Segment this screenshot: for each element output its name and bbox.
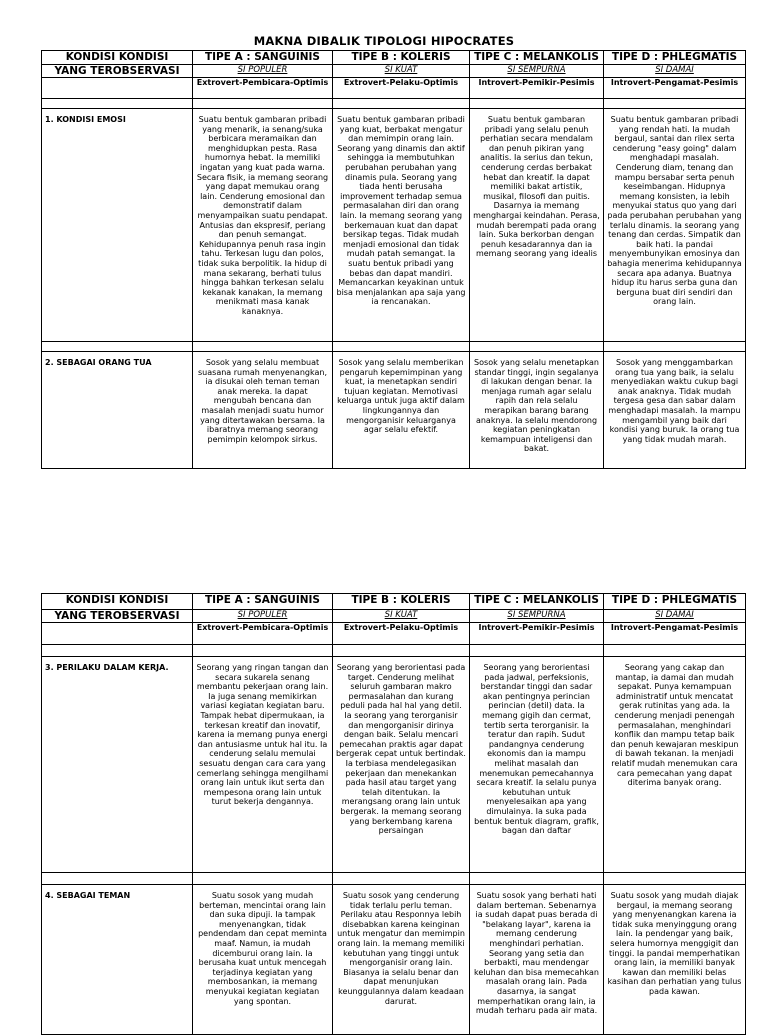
cell-type-c: Sosok yang selalu menetapkan standar tinggi, ingin segalanya di lakukan dengan benar. Ia menjaga rumah agar selalu rapih dan rela selalu merapikan barang barang anaknya. Ia selalu mendorong kegiatan peningkatan kemampuan inteligensi dan bakat. xyxy=(470,352,604,469)
spacer-row xyxy=(42,342,746,352)
row-label: 1. KONDISI EMOSI xyxy=(42,109,193,342)
row-label: 4. SEBAGAI TEMAN xyxy=(42,885,193,1035)
header-row xyxy=(42,594,746,610)
spacer-row xyxy=(42,645,746,657)
header-observed-conditions: KONDISI KONDISI xyxy=(42,51,193,65)
nickname-type-a: SI POPULER xyxy=(193,65,333,78)
cell-type-b: Suatu bentuk gambaran pribadi yang kuat, berbakat mengatur dan memimpin orang lain. Seorang yang dinamis dan aktif sehingga ia membutuhkan perubahan perubahan yang dinamis pula. Seorang yang tiada henti berusaha improvement terhadap semua permasalahan diri dan orang lain. Ia memang seorang yang berkemauan kuat dan dapat bersikap tegas. Tidak mudah menjadi emosional dan tidak mudah patah semangat. Ia suatu bentuk pribadi yang bebas dan dapat mandiri. Memancarkan keyakinan untuk bisa menjalankan apa saja yang ia rencanakan. xyxy=(333,109,470,342)
cell-type-a: Suatu sosok yang mudah berteman, mencintai orang lain dan suka dipuji. Ia tampak menyenangkan, tidak pendendam dan cepat meminta maaf. Namun, ia mudah dicemburui orang lain. Ia berusaha kuat untuk mencegah terjadinya kegiatan yang membosankan, ia memang menyukai kegiatan kegiatan yang spontan. xyxy=(193,885,333,1035)
header-type-d: TIPE D : PHLEGMATIS xyxy=(604,51,746,65)
nickname-type-a: SI POPULER xyxy=(193,610,333,623)
description-row xyxy=(42,78,746,99)
cell-type-c: Seorang yang berorientasi pada jadwal, perfeksionis, berstandar tinggi dan sadar akan pentingnya perincian perincian (detil) data. Ia memang gigih dan cermat, tertib serta terorganisir. Ia teratur dan rapih. Sudut pandangnya cenderung ekonomis dan ia mampu melihat masalah dan menemukan pemecahannya secara kreatif. Ia selalu punya kebutuhan untuk menyelesaikan apa yang dimulainya. Ia suka pada bentuk bentuk diagram, grafik, bagan dan daftar xyxy=(470,657,604,873)
cell-type-b: Sosok yang selalu memberikan pengaruh kepemimpinan yang kuat, ia menetapkan sendiri tujuan kegiatan. Memotivasi keluarga untuk juga aktif dalam lingkungannya dan mengorganisir keluarganya agar selalu efektif. xyxy=(333,352,470,469)
row-label: 2. SEBAGAI ORANG TUA xyxy=(42,352,193,469)
cell-type-c: Suatu bentuk gambaran pribadi yang selalu penuh perhatian secara mendalam dan penuh pikiran yang analitis. Ia serius dan tekun, cenderung cerdas berbakat hebat dan kreatif. Ia dapat memiliki bakat artistik, musikal, filosofi dan puitis. Dasarnya ia memang menghargai keindahan. Perasa, mudah berempati pada orang lain. Suka berkorban dengan penuh kesadarannya dan ia memang seorang yang idealis xyxy=(470,109,604,342)
table-row xyxy=(42,657,746,873)
description-empty xyxy=(42,623,193,645)
header-type-d: TIPE D : PHLEGMATIS xyxy=(604,594,746,610)
nickname-type-c: SI SEMPURNA xyxy=(470,610,604,623)
description-type-d: Introvert-Pengamat-Pesimis xyxy=(604,78,746,99)
cell-type-b: Suatu sosok yang cenderung tidak terlalu perlu teman. Perilaku atau Responnya lebih disebabkan karena keinginan untuk mengatur dan memimpin orang lain. Ia memang memiliki kebutuhan yang tinggi untuk mengorganisir orang lain. Biasanya ia selalu benar dan dapat menunjukan keunggulannya dalam keadaan darurat. xyxy=(333,885,470,1035)
table-row xyxy=(42,352,746,469)
description-type-c: Introvert-Pemikir-Pesimis xyxy=(470,78,604,99)
description-empty xyxy=(42,78,193,99)
nickname-type-b: SI KUAT xyxy=(333,65,470,78)
nickname-row xyxy=(42,610,746,623)
header-type-b: TIPE B : KOLERIS xyxy=(333,51,470,65)
header-type-c: TIPE C : MELANKOLIS xyxy=(470,51,604,65)
header-type-b: TIPE B : KOLERIS xyxy=(333,594,470,610)
description-type-c: Introvert-Pemikir-Pesimis xyxy=(470,623,604,645)
row-label: 3. PERILAKU DALAM KERJA. xyxy=(42,657,193,873)
description-type-b: Extrovert-Pelaku-Optimis xyxy=(333,623,470,645)
cell-type-d: Suatu bentuk gambaran pribadi yang rendah hati. Ia mudah bergaul, santai dan rilex serta cenderung "easy going" dalam menghadapi masalah. Cenderung diam, tenang dan mampu bersabar serta penuh keseimbangan. Hidupnya memang konsisten, ia lebih menyukai status quo yang dari pada perubahan perubahan yang terlalu dinamis. Ia seorang yang tenang dan cerdas. Simpatik dan baik hati. Ia pandai menyembunyikan emosinya dan bahagia menerima kehidupannya secara apa adanya. Buatnya hidup itu harus serba guna dan berguna buat diri sendiri dan orang lain. xyxy=(604,109,746,342)
table-row xyxy=(42,109,746,342)
header-observed-conditions-line2: YANG TEROBSERVASI xyxy=(42,610,193,623)
cell-type-d: Suatu sosok yang mudah diajak bergaul, ia memang seorang yang menyenangkan karena ia tidak suka menyinggung orang lain. Ia pendengar yang baik, selera humornya menggigit dan tinggi. Ia pandai memperhatikan orang lain, ia memiliki banyak kawan dan memiliki belas kasihan dan perhatian yang tulus pada kawan. xyxy=(604,885,746,1035)
description-row xyxy=(42,623,746,645)
cell-type-a: Suatu bentuk gambaran pribadi yang menarik, ia senang/suka berbicara meramaikan dan menghidupkan pesta. Rasa humornya hebat. Ia memiliki ingatan yang kuat pada warna. Secara fisik, ia memang seorang yang dapat memukau orang lain. Cenderung emosional dan demonstratif dalam menyampaikan suatu pendapat. Antusias dan ekspresif, periang dan penuh semangat. Kehidupannya penuh rasa ingin tahu. Terkesan lugu dan polos, tidak suka berpolitik. Ia hidup di mana sekarang, berhati tulus hingga bahkan terkesan selalu kekanak kanakan, Ia memang menikmati masa kanak kanaknya. xyxy=(193,109,333,342)
nickname-type-c: SI SEMPURNA xyxy=(470,65,604,78)
cell-type-c: Suatu sosok yang berhati hati dalam berteman. Sebenarnya ia sudah dapat puas berada di "belakang layar", karena ia memang cenderung menghindari perhatian. Seorang yang setia dan berbakti, mau mendengar keluhan dan bisa memecahkan masalah orang lain. Pada dasarnya, ia sangat memperhatikan orang lain, ia mudah terharu pada air mata. xyxy=(470,885,604,1035)
header-type-c: TIPE C : MELANKOLIS xyxy=(470,594,604,610)
nickname-type-d: SI DAMAI xyxy=(604,65,746,78)
nickname-row xyxy=(42,65,746,78)
table-row xyxy=(42,885,746,1035)
nickname-type-d: SI DAMAI xyxy=(604,610,746,623)
page-title: MAKNA DIBALIK TIPOLOGI HIPOCRATES xyxy=(253,34,515,48)
cell-type-d: Sosok yang menggambarkan orang tua yang baik, ia selalu menyediakan waktu cukup bagi anak anaknya. Tidak mudah tergesa gesa dan sabar dalam menghadapi masalah. Ia mampu mengambil yang baik dari kondisi yang buruk. Ia orang tua yang tidak mudah marah. xyxy=(604,352,746,469)
cell-type-a: Seorang yang ringan tangan dan secara sukarela senang membantu pekerjaan orang lain. Ia juga senang memikirkan variasi kegiatan kegiatan baru. Tampak hebat dipermukaan, ia terkesan kreatif dan inovatif, karena ia memang punya energi dan antusiasme untuk hal itu. Ia cenderung selalu memulai sesuatu dengan cara cara yang cemerlang sehingga mengilhami orang lain untuk ikut serta dan mempesona orang lain untuk turut bekerja dengannya. xyxy=(193,657,333,873)
header-type-a: TIPE A : SANGUINIS xyxy=(193,51,333,65)
cell-type-b: Seorang yang berorientasi pada target. Cenderung melihat seluruh gambaran makro permasalahan dan kurang peduli pada hal hal yang detil. Ia seorang yang terorganisir dan mengorganisir dirinya dengan baik. Selalu mencari pemecahan praktis agar dapat bergerak cepat untuk bertindak. Ia terbiasa mendelegasikan pekerjaan dan menekankan pada hasil atau target yang telah ditentukan. Ia merangsang orang lain untuk bergerak. Ia memang seorang yang berkembang karena persaingan xyxy=(333,657,470,873)
header-observed-conditions-line2: YANG TEROBSERVASI xyxy=(42,65,193,78)
description-type-d: Introvert-Pengamat-Pesimis xyxy=(604,623,746,645)
description-type-b: Extrovert-Pelaku-Optimis xyxy=(333,78,470,99)
nickname-type-b: SI KUAT xyxy=(333,610,470,623)
spacer-row xyxy=(42,99,746,109)
cell-type-d: Seorang yang cakap dan mantap, ia damai dan mudah sepakat. Punya kemampuan administratif untuk mencatat gerak rutinitas yang ada. Ia cenderung menjadi penengah permasalahan, menghindari konflik dan mampu tetap baik dan penuh kewajaran meskipun di bawah tekanan. Ia menjadi relatif mudah menemukan cara cara pemecahan yang dapat diterima banyak orang. xyxy=(604,657,746,873)
header-type-a: TIPE A : SANGUINIS xyxy=(193,594,333,610)
header-row xyxy=(42,51,746,65)
tipologi-table-2 xyxy=(41,593,746,1035)
spacer-row xyxy=(42,873,746,885)
header-observed-conditions: KONDISI KONDISI xyxy=(42,594,193,610)
description-type-a: Extrovert-Pembicara-Optimis xyxy=(193,78,333,99)
cell-type-a: Sosok yang selalu membuat suasana rumah menyenangkan, ia disukai oleh teman teman anak mereka. Ia dapat mengubah bencana dan masalah menjadi suatu humor yang ditertawakan bersama. Ia ibaratnya memang seorang pemimpin kelompok sirkus. xyxy=(193,352,333,469)
tipologi-table-1 xyxy=(41,50,746,469)
description-type-a: Extrovert-Pembicara-Optimis xyxy=(193,623,333,645)
